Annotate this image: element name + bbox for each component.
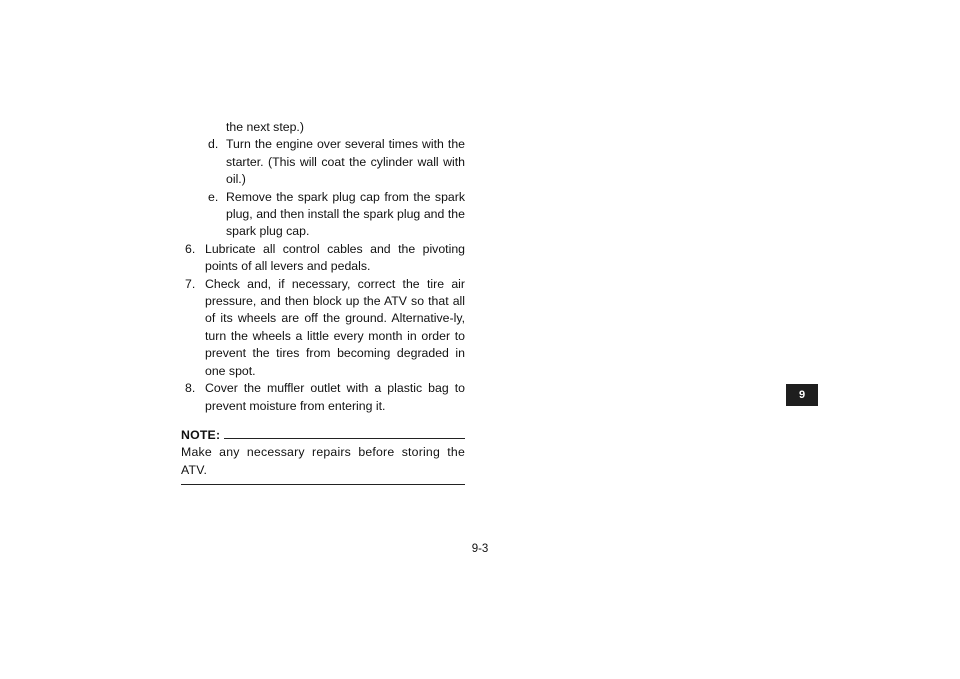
sub-step-e [181,189,465,241]
step-marker: e. [208,189,219,204]
step-7 [181,276,465,380]
step-text: Check and, if necessary, correct the tire air pressure, and then block up the ATV so that all of its wheels are off the ground. Alternative-ly, turn the wheels a little every month in order to prevent the tires from becoming degraded in one spot. [205,276,465,378]
sub-step-d [181,136,465,188]
step-8 [181,380,465,415]
note-bottom-rule [181,484,465,485]
step-marker: 6. [185,241,196,256]
step-marker: d. [208,137,219,152]
note-label: NOTE: [181,427,221,442]
step-text: Turn the engine over several times with the starter. (This will coat the cylinder wall with oil.) [226,137,465,187]
note-text: Make any necessary repairs before storing the ATV. [181,445,465,477]
chapter-tab: 9 [786,384,818,406]
step-6 [181,241,465,276]
continuation-text: the next step.) [226,120,304,134]
note-top-rule [224,438,465,439]
note-box [181,427,465,485]
step-text: Cover the muffler outlet with a plastic bag to prevent moisture from entering it. [205,381,465,413]
step-text: Lubricate all control cables and the pivoting points of all levers and pedals. [205,241,465,274]
step-text: Remove the spark plug cap from the spark plug, and then install the spark plug and the spark plug cap. [226,189,465,239]
step-marker: 7. [185,276,196,291]
step-marker: 8. [185,381,196,396]
note-header [181,427,465,444]
page-number: 9-3 [471,543,489,555]
manual-content [181,119,465,485]
